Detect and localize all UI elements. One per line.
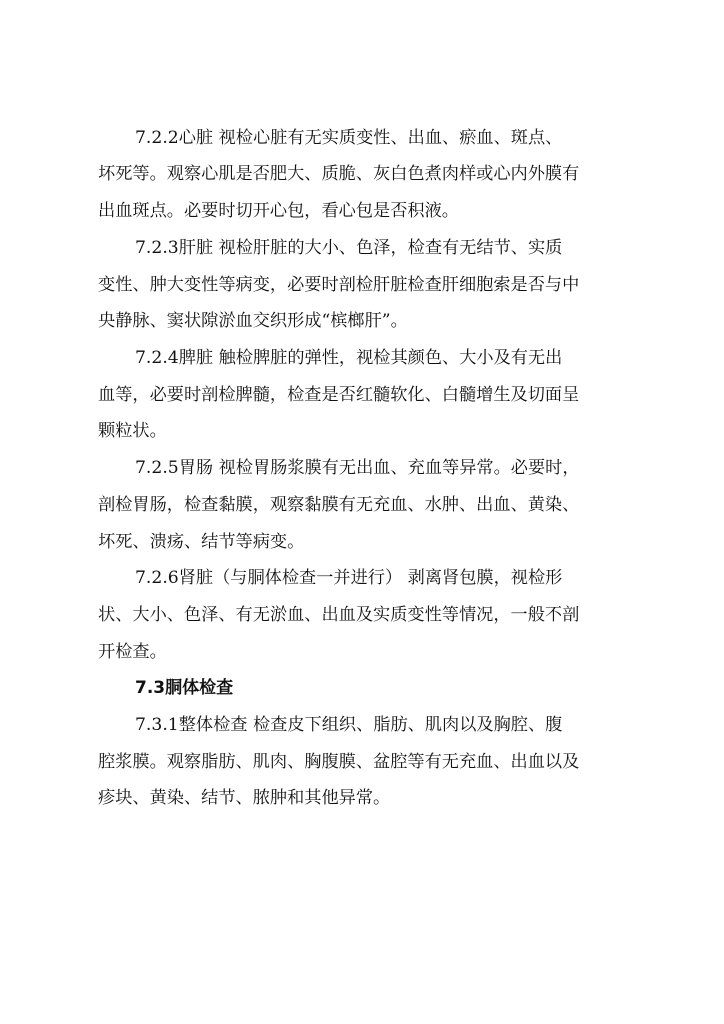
para-7-2-2-line-1: 7.2.2心脏 视检心脏有无实质变性、出血、瘀血、斑点、 [135,128,563,148]
para-7-2-5-line-3: 坏死、溃疡、结节等病变。 [98,532,305,552]
para-7-2-4-line-2: 血等，必要时剖检脾髓，检查是否红髓软化、白髓增生及切面呈 [98,385,580,405]
para-7-3-1-line-2: 腔浆膜。观察脂肪、肌肉、胸腹膜、盆腔等有无充血、出血以及 [98,752,580,772]
para-7-2-6-line-3: 开检查。 [98,642,167,662]
section-heading-7-3: 7.3胴体检查 [135,678,234,698]
para-7-2-6-line-2: 状、大小、色泽、有无淤血、出血及实质变性等情况，一般不剖 [98,605,580,625]
para-7-2-5-line-2: 剖检胃肠，检查黏膜，观察黏膜有无充血、水肿、出血、黄染、 [98,495,580,515]
para-7-2-5-line-1: 7.2.5胃肠 视检胃肠浆膜有无出血、充血等异常。必要时， [135,458,580,478]
para-7-2-3-line-1: 7.2.3肝脏 视检肝脏的大小、色泽，检查有无结节、实质 [135,238,563,258]
para-7-2-3-line-2: 变性、肿大变性等病变，必要时剖检肝脏检查肝细胞索是否与中 [98,275,580,295]
para-7-2-2-line-2: 坏死等。观察心肌是否肥大、质脆、灰白色煮肉样或心内外膜有 [98,164,580,184]
para-7-2-6-line-1: 7.2.6肾脏（与胴体检查一并进行） 剥离肾包膜，视检形 [135,568,563,588]
para-7-3-1-line-1: 7.3.1整体检查 检查皮下组织、脂肪、肌肉以及胸腔、腹 [135,715,563,735]
para-7-2-4-line-1: 7.2.4脾脏 触检脾脏的弹性，视检其颜色、大小及有无出 [135,348,563,368]
para-7-2-2-line-3: 出血斑点。必要时切开心包，看心包是否积液。 [98,201,459,221]
para-7-2-4-line-3: 颗粒状。 [98,421,167,441]
para-7-3-1-line-3: 疹块、黄染、结节、脓肿和其他异常。 [98,788,391,808]
para-7-2-3-line-3: 央静脉、窦状隙淤血交织形成“槟榔肝”。 [98,311,408,331]
